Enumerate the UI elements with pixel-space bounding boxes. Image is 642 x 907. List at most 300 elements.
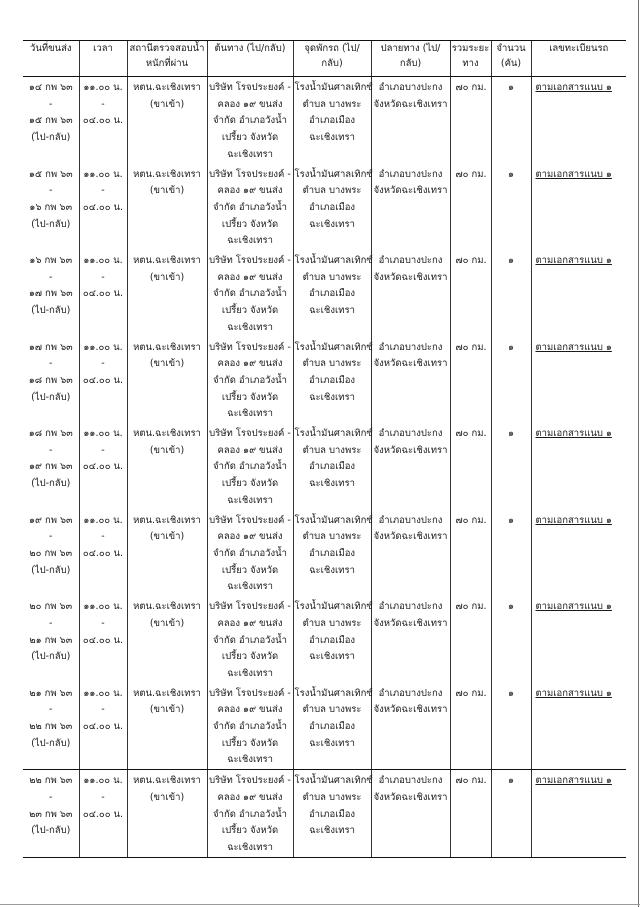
date-cell <box>23 596 79 683</box>
date-start: ๑๙ กพ ๖๓ <box>28 514 73 526</box>
date-start: ๑๔ กพ ๖๓ <box>28 82 73 93</box>
origin-line-2: คลอง ๑๙ ขนส่ง <box>217 704 283 716</box>
time-cell <box>79 510 127 597</box>
plate-cell <box>531 250 626 337</box>
plate-cell <box>531 683 626 770</box>
destination-cell <box>371 683 450 770</box>
time-cell <box>79 164 127 251</box>
date-dash: - <box>49 271 53 283</box>
count-cell <box>491 337 531 424</box>
distance-value: ๗๐ กม. <box>455 341 487 353</box>
checkpoint-direction: (ขาเข้า) <box>149 617 185 629</box>
header-distance: รวมระยะทาง <box>450 41 491 77</box>
header-loading-point: จุดพักรถ (ไป/กลับ) <box>293 41 371 77</box>
checkpoint-direction: (ขาเข้า) <box>149 531 185 543</box>
time-end: ๐๔.๐๐ น. <box>82 547 124 559</box>
loading-line-3: อำเภอเมือง <box>308 634 356 646</box>
loading-line-2: ตำบล บางพระ <box>302 185 362 197</box>
loading-line-4: ฉะเชิงเทรา <box>309 825 355 837</box>
loading-line-4: ฉะเชิงเทรา <box>309 651 355 663</box>
destination-cell <box>371 164 450 251</box>
loading-point-cell <box>293 337 371 424</box>
trip-type: (ไป-กลับ) <box>31 564 71 576</box>
distance-value: ๗๐ กม. <box>455 601 487 613</box>
destination-line-2: จังหวัดฉะเชิงเทรา <box>373 617 448 629</box>
destination-cell <box>371 423 450 510</box>
trip-type: (ไป-กลับ) <box>31 737 71 749</box>
origin-line-5: ฉะเชิงเทรา <box>227 754 273 766</box>
table-row <box>23 423 626 510</box>
loading-line-1: โรงน้ำมันศาลเทิกซ์ <box>294 82 373 93</box>
date-end: ๑๕ กพ ๖๓ <box>28 115 73 127</box>
header-time: เวลา <box>79 41 127 77</box>
origin-line-1: บริษัท โรจประยงค์ - <box>209 255 291 267</box>
count-value: ๑ <box>507 514 515 526</box>
distance-value: ๗๐ กม. <box>455 775 487 787</box>
count-value: ๑ <box>507 255 515 267</box>
loading-line-3: อำเภอเมือง <box>308 201 356 213</box>
time-end: ๐๔.๐๐ น. <box>82 721 124 733</box>
origin-line-1: บริษัท โรจประยงค์ - <box>209 428 291 440</box>
checkpoint-cell <box>127 164 207 251</box>
destination-line-1: อำเภอบางปะกง <box>378 255 443 267</box>
date-end: ๒๒ กพ ๖๓ <box>29 721 73 733</box>
trip-type: (ไป-กลับ) <box>31 305 71 317</box>
attachment-link[interactable]: ตามเอกสารแนบ ๑ <box>535 82 612 93</box>
date-cell <box>23 250 79 337</box>
count-cell <box>491 250 531 337</box>
destination-line-2: จังหวัดฉะเชิงเทรา <box>373 185 448 197</box>
origin-line-2: คลอง ๑๙ ขนส่ง <box>217 358 283 370</box>
time-dash: - <box>101 98 105 110</box>
origin-line-3: จำกัด อำเภอวังน้ำ <box>213 634 287 646</box>
destination-line-2: จังหวัดฉะเชิงเทรา <box>373 444 448 456</box>
destination-line-2: จังหวัดฉะเชิงเทรา <box>373 358 448 370</box>
destination-cell <box>371 77 450 164</box>
checkpoint-name: หตน.ฉะเชิงเทรา <box>133 341 201 353</box>
distance-cell <box>450 337 491 424</box>
header-row <box>23 41 626 77</box>
destination-line-2: จังหวัดฉะเชิงเทรา <box>373 271 448 283</box>
loading-line-4: ฉะเชิงเทรา <box>309 305 355 317</box>
loading-line-3: อำเภอเมือง <box>308 288 356 300</box>
origin-line-5: ฉะเชิงเทรา <box>227 148 273 160</box>
time-start: ๑๑.๐๐ น. <box>83 687 123 699</box>
attachment-link[interactable]: ตามเอกสารแนบ ๑ <box>535 255 612 267</box>
date-dash: - <box>49 791 53 803</box>
origin-line-5: ฉะเชิงเทรา <box>227 581 273 593</box>
loading-line-4: ฉะเชิงเทรา <box>309 737 355 749</box>
time-cell <box>79 77 127 164</box>
destination-cell <box>371 250 450 337</box>
time-end: ๐๔.๐๐ น. <box>82 374 124 386</box>
checkpoint-cell <box>127 250 207 337</box>
transport-schedule-table <box>23 40 626 858</box>
loading-line-1: โรงน้ำมันศาลเทิกซ์ <box>294 341 373 353</box>
date-dash: - <box>49 98 53 110</box>
page-edge-right <box>638 0 639 907</box>
count-value: ๑ <box>507 341 515 353</box>
count-value: ๑ <box>507 428 515 440</box>
checkpoint-direction: (ขาเข้า) <box>149 98 185 110</box>
origin-cell <box>207 596 293 683</box>
checkpoint-name: หตน.ฉะเชิงเทรา <box>133 514 201 526</box>
loading-line-1: โรงน้ำมันศาลเทิกซ์ <box>294 168 373 180</box>
checkpoint-cell <box>127 423 207 510</box>
time-cell <box>79 423 127 510</box>
attachment-link[interactable]: ตามเอกสารแนบ ๑ <box>535 601 612 613</box>
destination-line-2: จังหวัดฉะเชิงเทรา <box>373 98 448 110</box>
header-checkpoint: สถานีตรวจสอบน้ำหนักที่ผ่าน <box>127 41 207 77</box>
checkpoint-direction: (ขาเข้า) <box>149 791 185 803</box>
checkpoint-cell <box>127 337 207 424</box>
attachment-link[interactable]: ตามเอกสารแนบ ๑ <box>535 168 612 180</box>
distance-cell <box>450 596 491 683</box>
header-origin: ต้นทาง (ไป/กลับ) <box>207 41 293 77</box>
loading-line-3: อำเภอเมือง <box>308 374 356 386</box>
loading-line-1: โรงน้ำมันศาลเทิกซ์ <box>294 601 373 613</box>
origin-line-3: จำกัด อำเภอวังน้ำ <box>213 115 287 127</box>
loading-point-cell <box>293 596 371 683</box>
header-count: จำนวน (คัน) <box>491 41 531 77</box>
date-cell <box>23 164 79 251</box>
count-cell <box>491 770 531 858</box>
distance-value: ๗๐ กม. <box>455 168 487 180</box>
plate-cell <box>531 337 626 424</box>
destination-cell <box>371 770 450 858</box>
time-end: ๐๔.๐๐ น. <box>82 634 124 646</box>
loading-line-2: ตำบล บางพระ <box>302 271 362 283</box>
date-cell <box>23 77 79 164</box>
time-end: ๐๔.๐๐ น. <box>82 808 124 820</box>
time-cell <box>79 770 127 858</box>
origin-cell <box>207 683 293 770</box>
table-header <box>23 41 626 77</box>
origin-line-2: คลอง ๑๙ ขนส่ง <box>217 98 283 110</box>
time-dash: - <box>101 358 105 370</box>
distance-value: ๗๐ กม. <box>455 255 487 267</box>
count-value: ๑ <box>507 687 515 699</box>
time-dash: - <box>101 704 105 716</box>
checkpoint-name: หตน.ฉะเชิงเทรา <box>133 82 201 93</box>
trip-type: (ไป-กลับ) <box>31 825 71 837</box>
time-cell <box>79 683 127 770</box>
origin-line-1: บริษัท โรจประยงค์ - <box>209 775 291 787</box>
time-start: ๑๑.๐๐ น. <box>83 775 123 787</box>
checkpoint-name: หตน.ฉะเชิงเทรา <box>133 687 201 699</box>
distance-cell <box>450 770 491 858</box>
loading-line-2: ตำบล บางพระ <box>302 617 362 629</box>
plate-cell <box>531 164 626 251</box>
date-end: ๑๗ กพ ๖๓ <box>28 288 73 300</box>
origin-line-1: บริษัท โรจประยงค์ - <box>209 601 291 613</box>
time-end: ๐๔.๐๐ น. <box>82 201 124 213</box>
attachment-link[interactable]: ตามเอกสารแนบ ๑ <box>535 687 612 699</box>
loading-point-cell <box>293 683 371 770</box>
date-start: ๑๘ กพ ๖๓ <box>28 428 73 440</box>
time-start: ๑๑.๐๐ น. <box>83 601 123 613</box>
origin-line-5: ฉะเชิงเทรา <box>227 408 273 420</box>
date-cell <box>23 770 79 858</box>
origin-line-3: จำกัด อำเภอวังน้ำ <box>213 288 287 300</box>
loading-line-3: อำเภอเมือง <box>308 721 356 733</box>
distance-cell <box>450 77 491 164</box>
distance-value: ๗๐ กม. <box>455 82 487 93</box>
header-plate: เลขทะเบียนรถ <box>531 41 626 77</box>
date-cell <box>23 423 79 510</box>
origin-line-5: ฉะเชิงเทรา <box>227 235 273 247</box>
destination-line-1: อำเภอบางปะกง <box>378 687 443 699</box>
attachment-link[interactable]: ตามเอกสารแนบ ๑ <box>535 341 612 353</box>
loading-line-3: อำเภอเมือง <box>308 808 356 820</box>
checkpoint-name: หตน.ฉะเชิงเทรา <box>133 775 201 787</box>
origin-line-4: เปรี้ยว จังหวัด <box>221 391 279 403</box>
loading-line-1: โรงน้ำมันศาลเทิกซ์ <box>294 255 373 267</box>
origin-line-4: เปรี้ยว จังหวัด <box>221 478 279 490</box>
origin-line-3: จำกัด อำเภอวังน้ำ <box>213 547 287 559</box>
destination-line-1: อำเภอบางปะกง <box>378 775 443 787</box>
origin-line-2: คลอง ๑๙ ขนส่ง <box>217 185 283 197</box>
destination-cell <box>371 510 450 597</box>
date-cell <box>23 337 79 424</box>
attachment-link[interactable]: ตามเอกสารแนบ ๑ <box>535 775 612 787</box>
plate-cell <box>531 596 626 683</box>
destination-line-2: จังหวัดฉะเชิงเทรา <box>373 531 448 543</box>
origin-line-2: คลอง ๑๙ ขนส่ง <box>217 531 283 543</box>
origin-line-1: บริษัท โรจประยงค์ - <box>209 168 291 180</box>
loading-line-1: โรงน้ำมันศาลเทิกซ์ <box>294 687 373 699</box>
origin-line-5: ฉะเชิงเทรา <box>227 667 273 679</box>
checkpoint-direction: (ขาเข้า) <box>149 358 185 370</box>
destination-line-2: จังหวัดฉะเชิงเทรา <box>373 704 448 716</box>
distance-value: ๗๐ กม. <box>455 514 487 526</box>
origin-line-3: จำกัด อำเภอวังน้ำ <box>213 721 287 733</box>
date-dash: - <box>49 185 53 197</box>
origin-line-4: เปรี้ยว จังหวัด <box>221 218 279 230</box>
distance-value: ๗๐ กม. <box>455 687 487 699</box>
trip-type: (ไป-กลับ) <box>31 478 71 490</box>
checkpoint-name: หตน.ฉะเชิงเทรา <box>133 428 201 440</box>
count-value: ๑ <box>507 601 515 613</box>
checkpoint-direction: (ขาเข้า) <box>149 444 185 456</box>
destination-line-2: จังหวัดฉะเชิงเทรา <box>373 791 448 803</box>
date-end: ๒๐ กพ ๖๓ <box>29 547 73 559</box>
count-cell <box>491 596 531 683</box>
header-destination: ปลายทาง (ไป/กลับ) <box>371 41 450 77</box>
date-cell <box>23 683 79 770</box>
loading-point-cell <box>293 250 371 337</box>
time-dash: - <box>101 444 105 456</box>
table-row <box>23 164 626 251</box>
distance-value: ๗๐ กม. <box>455 428 487 440</box>
table-body <box>23 77 626 858</box>
time-dash: - <box>101 271 105 283</box>
loading-line-3: อำเภอเมือง <box>308 547 356 559</box>
loading-line-2: ตำบล บางพระ <box>302 358 362 370</box>
loading-point-cell <box>293 164 371 251</box>
origin-cell <box>207 337 293 424</box>
date-start: ๑๖ กพ ๖๓ <box>29 255 73 267</box>
time-end: ๐๔.๐๐ น. <box>82 288 124 300</box>
origin-cell <box>207 770 293 858</box>
checkpoint-cell <box>127 596 207 683</box>
origin-line-1: บริษัท โรจประยงค์ - <box>209 341 291 353</box>
checkpoint-cell <box>127 770 207 858</box>
origin-line-3: จำกัด อำเภอวังน้ำ <box>213 201 287 213</box>
date-dash: - <box>49 617 53 629</box>
loading-point-cell <box>293 423 371 510</box>
date-start: ๑๗ กพ ๖๓ <box>28 341 73 353</box>
origin-line-4: เปรี้ยว จังหวัด <box>221 564 279 576</box>
table-row <box>23 77 626 164</box>
time-start: ๑๑.๐๐ น. <box>83 428 123 440</box>
destination-cell <box>371 596 450 683</box>
loading-line-4: ฉะเชิงเทรา <box>309 564 355 576</box>
time-dash: - <box>101 531 105 543</box>
loading-line-4: ฉะเชิงเทรา <box>309 218 355 230</box>
header-date: วันที่ขนส่ง <box>23 41 79 77</box>
date-start: ๒๐ กพ ๖๓ <box>29 601 73 613</box>
loading-line-2: ตำบล บางพระ <box>302 704 362 716</box>
distance-cell <box>450 250 491 337</box>
origin-line-1: บริษัท โรจประยงค์ - <box>209 687 291 699</box>
time-end: ๐๔.๐๐ น. <box>82 461 124 473</box>
date-start: ๒๑ กพ ๖๓ <box>29 687 73 699</box>
table-row <box>23 770 626 858</box>
attachment-link[interactable]: ตามเอกสารแนบ ๑ <box>535 428 612 440</box>
plate-cell <box>531 77 626 164</box>
date-cell <box>23 510 79 597</box>
loading-point-cell <box>293 770 371 858</box>
date-end: ๒๓ กพ ๖๓ <box>29 808 73 820</box>
origin-cell <box>207 510 293 597</box>
time-dash: - <box>101 185 105 197</box>
count-value: ๑ <box>507 168 515 180</box>
origin-line-4: เปรี้ยว จังหวัด <box>221 737 279 749</box>
time-cell <box>79 337 127 424</box>
destination-line-1: อำเภอบางปะกง <box>378 168 443 180</box>
loading-line-3: อำเภอเมือง <box>308 461 356 473</box>
time-dash: - <box>101 617 105 629</box>
origin-line-4: เปรี้ยว จังหวัด <box>221 825 279 837</box>
date-end: ๑๘ กพ ๖๓ <box>28 374 73 386</box>
plate-cell <box>531 770 626 858</box>
checkpoint-name: หตน.ฉะเชิงเทรา <box>133 168 201 180</box>
date-dash: - <box>49 358 53 370</box>
time-start: ๑๑.๐๐ น. <box>83 255 123 267</box>
loading-line-2: ตำบล บางพระ <box>302 791 362 803</box>
attachment-link[interactable]: ตามเอกสารแนบ ๑ <box>535 514 612 526</box>
date-dash: - <box>49 531 53 543</box>
origin-cell <box>207 250 293 337</box>
trip-type: (ไป-กลับ) <box>31 391 71 403</box>
destination-line-1: อำเภอบางปะกง <box>378 601 443 613</box>
origin-line-4: เปรี้ยว จังหวัด <box>221 305 279 317</box>
distance-cell <box>450 423 491 510</box>
time-start: ๑๑.๐๐ น. <box>83 514 123 526</box>
origin-cell <box>207 164 293 251</box>
trip-type: (ไป-กลับ) <box>31 218 71 230</box>
loading-line-4: ฉะเชิงเทรา <box>309 132 355 144</box>
table-row <box>23 510 626 597</box>
table-row <box>23 337 626 424</box>
time-cell <box>79 250 127 337</box>
origin-line-3: จำกัด อำเภอวังน้ำ <box>213 374 287 386</box>
loading-line-4: ฉะเชิงเทรา <box>309 478 355 490</box>
origin-line-1: บริษัท โรจประยงค์ - <box>209 82 291 93</box>
origin-line-2: คลอง ๑๙ ขนส่ง <box>217 444 283 456</box>
destination-line-1: อำเภอบางปะกง <box>378 341 443 353</box>
time-cell <box>79 596 127 683</box>
destination-line-1: อำเภอบางปะกง <box>378 82 443 93</box>
loading-line-2: ตำบล บางพระ <box>302 444 362 456</box>
distance-cell <box>450 510 491 597</box>
checkpoint-direction: (ขาเข้า) <box>149 704 185 716</box>
table-row <box>23 683 626 770</box>
count-value: ๑ <box>507 775 515 787</box>
origin-line-3: จำกัด อำเภอวังน้ำ <box>213 461 287 473</box>
loading-point-cell <box>293 510 371 597</box>
date-end: ๒๑ กพ ๖๓ <box>29 634 73 646</box>
origin-line-3: จำกัด อำเภอวังน้ำ <box>213 808 287 820</box>
distance-cell <box>450 164 491 251</box>
checkpoint-cell <box>127 683 207 770</box>
date-end: ๑๖ กพ ๖๓ <box>29 201 73 213</box>
count-cell <box>491 510 531 597</box>
time-start: ๑๑.๐๐ น. <box>83 82 123 93</box>
checkpoint-direction: (ขาเข้า) <box>149 185 185 197</box>
count-cell <box>491 77 531 164</box>
checkpoint-direction: (ขาเข้า) <box>149 271 185 283</box>
loading-line-1: โรงน้ำมันศาลเทิกซ์ <box>294 428 373 440</box>
origin-line-4: เปรี้ยว จังหวัด <box>221 132 279 144</box>
date-dash: - <box>49 444 53 456</box>
origin-line-2: คลอง ๑๙ ขนส่ง <box>217 617 283 629</box>
table-row <box>23 596 626 683</box>
loading-line-4: ฉะเชิงเทรา <box>309 391 355 403</box>
loading-point-cell <box>293 77 371 164</box>
loading-line-3: อำเภอเมือง <box>308 115 356 127</box>
count-cell <box>491 683 531 770</box>
loading-line-2: ตำบล บางพระ <box>302 531 362 543</box>
destination-line-1: อำเภอบางปะกง <box>378 514 443 526</box>
time-end: ๐๔.๐๐ น. <box>82 115 124 127</box>
origin-line-5: ฉะเชิงเทรา <box>227 841 273 853</box>
origin-line-4: เปรี้ยว จังหวัด <box>221 651 279 663</box>
date-start: ๒๒ กพ ๖๓ <box>29 775 73 787</box>
distance-cell <box>450 683 491 770</box>
origin-line-5: ฉะเชิงเทรา <box>227 494 273 506</box>
time-start: ๑๑.๐๐ น. <box>83 168 123 180</box>
loading-line-1: โรงน้ำมันศาลเทิกซ์ <box>294 775 373 787</box>
loading-line-1: โรงน้ำมันศาลเทิกซ์ <box>294 514 373 526</box>
checkpoint-cell <box>127 77 207 164</box>
date-end: ๑๙ กพ ๖๓ <box>28 461 73 473</box>
checkpoint-name: หตน.ฉะเชิงเทรา <box>133 255 201 267</box>
date-dash: - <box>49 704 53 716</box>
table-row <box>23 250 626 337</box>
trip-type: (ไป-กลับ) <box>31 132 71 144</box>
checkpoint-cell <box>127 510 207 597</box>
date-start: ๑๕ กพ ๖๓ <box>28 168 73 180</box>
destination-line-1: อำเภอบางปะกง <box>378 428 443 440</box>
origin-line-1: บริษัท โรจประยงค์ - <box>209 514 291 526</box>
checkpoint-name: หตน.ฉะเชิงเทรา <box>133 601 201 613</box>
count-value: ๑ <box>507 82 515 93</box>
loading-line-2: ตำบล บางพระ <box>302 98 362 110</box>
destination-cell <box>371 337 450 424</box>
plate-cell <box>531 423 626 510</box>
